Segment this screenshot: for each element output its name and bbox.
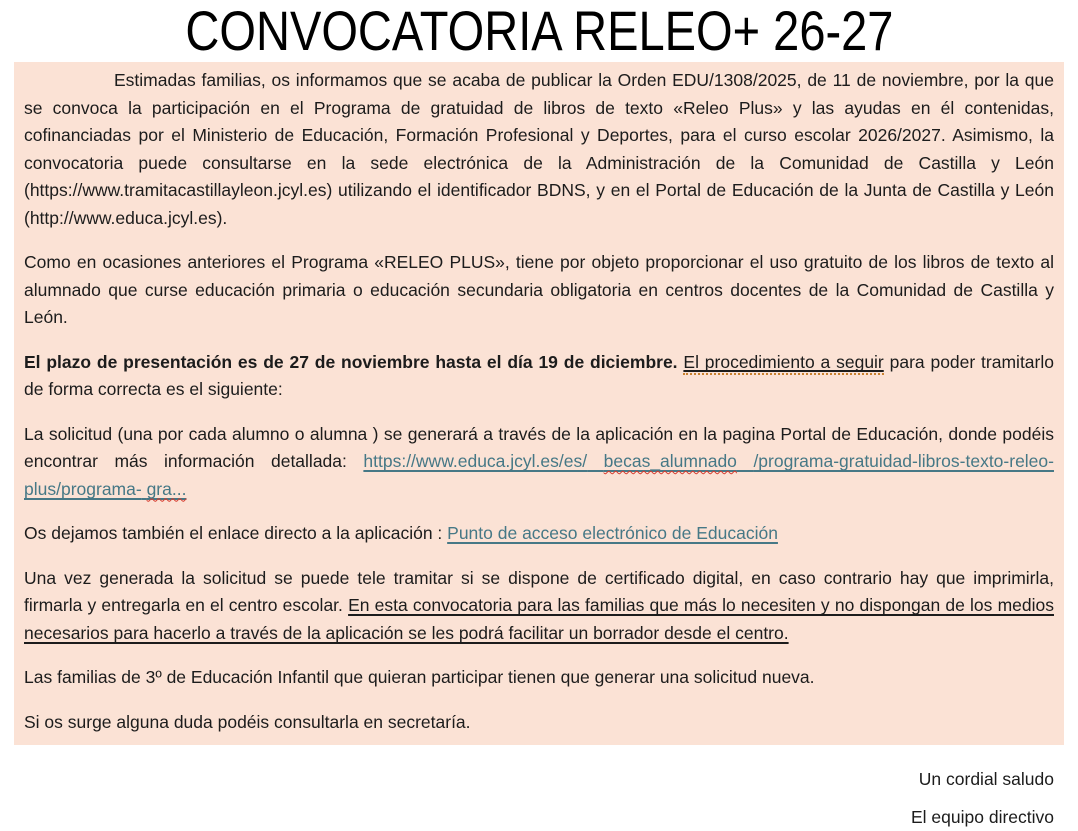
doubts-paragraph — [24, 709, 1054, 737]
deadline-bold-text: El plazo de presentación es de 27 de noviembre hasta el día 19 de diciembre. — [24, 352, 678, 372]
procedure-underlined-text: El procedimiento a seguir — [683, 352, 883, 375]
page-title: CONVOCATORIA RELEO+ 26-27 — [185, 3, 893, 59]
deadline-rest-text: para poder tramitarlo de forma correcta es el siguiente: — [24, 352, 1054, 400]
infantil-paragraph — [24, 664, 1054, 692]
intro-text: Estimadas familias, os informamos que se acaba de publicar la Orden EDU/1308/2025, de 11 de noviembre, por la que se convoca la participación en el Programa de gratuidad de libros de texto «Releo Plus» y las ayudas en él contenidas, cofinanciadas por el Ministerio de Educación, Formación Profesional y Deportes, para el curso escolar 2026/2027. Asimismo, la convocatoria puede consultarse en la sede electrónica de la Administración de la Comunidad de Castilla y León (https://www.tramitacastillayleon.jcyl.es) utilizando el identificador BDNS, y en el Portal de Educación de la Junta de Castilla y León (http://www.educa.jcyl.es). — [24, 70, 1054, 228]
program-info-link-part2: becas_alumnado — [604, 451, 737, 471]
submission-normal-text: Una vez generada la solicitud se puede tele tramitar si se dispone de certificado digital, en caso contrario hay que imprimirla, firmarla y entregarla en el centro escolar. — [24, 568, 1054, 616]
doubts-text: Si os surge alguna duda podéis consultarla en secretaría. — [24, 712, 471, 732]
salutation-text: Un cordial saludo — [919, 769, 1054, 789]
notice-panel — [14, 62, 1064, 745]
direct-access-paragraph — [24, 520, 1054, 548]
deadline-paragraph — [24, 349, 1054, 404]
direct-access-text: Os dejamos también el enlace directo a la aplicación : — [24, 523, 447, 543]
education-access-link[interactable]: Punto de acceso electrónico de Educación — [447, 523, 778, 543]
submission-underlined-text: En esta convocatoria para las familias que más lo necesiten y no dispongan de los medios necesarios para hacerlo a través de la aplicación se les podrá facilitar un borrador desde el centro. — [24, 595, 1054, 643]
signoff-salutation — [24, 766, 1054, 794]
program-info-link-part3: /programa-gratuidad-libros-texto-releo-plus/programa- — [24, 451, 1054, 499]
purpose-text: Como en ocasiones anteriores el Programa «RELEO PLUS», tiene por objeto proporcionar el uso gratuito de los libros de texto al alumnado que curse educación primaria o educación secundaria obligatoria en centros docentes de la Comunidad de Castilla y León. — [24, 252, 1054, 327]
team-text: El equipo directivo — [911, 807, 1054, 827]
intro-paragraph — [24, 67, 1054, 232]
page-header — [0, 0, 1078, 62]
submission-paragraph — [24, 565, 1054, 648]
program-info-link-part4: gra... — [147, 479, 187, 499]
program-purpose-paragraph — [24, 249, 1054, 332]
application-text: La solicitud (una por cada alumno o alumna ) se generará a través de la aplicación en la pagina Portal de Educación, donde podéis encontrar más información detallada: — [24, 424, 1054, 472]
program-info-link-part1: https://www.educa.jcyl.es/es/ — [363, 451, 587, 471]
application-paragraph — [24, 421, 1054, 504]
infantil-text: Las familias de 3º de Educación Infantil que quieran participar tienen que generar una solicitud nueva. — [24, 667, 815, 687]
signoff-team — [24, 804, 1054, 831]
